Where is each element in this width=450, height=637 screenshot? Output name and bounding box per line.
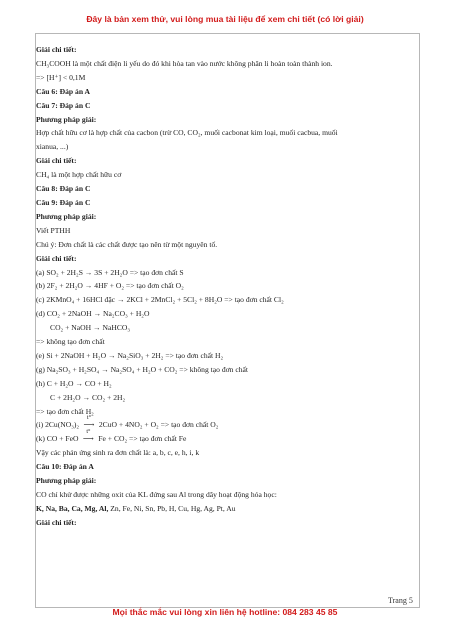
reaction-line: CO₂ + NaOH → NaHCO₃ <box>50 323 131 333</box>
reaction-line: (a) SO₂ + 2H₂S → 3S + 2H₂O => tạo đơn chất S <box>36 267 184 277</box>
page-number: Trang 5 <box>388 596 413 605</box>
reaction-line-heated <box>36 429 416 446</box>
question-answer: Câu 8: Đáp án C <box>36 184 91 194</box>
products: 2CuO + 4NO₂ + O₂ => tạo đơn chất O₂ <box>98 420 219 430</box>
text-line: CH₃COOH là một chất điện li yếu do đó khi hòa tan vào nước không phân li hoàn toàn thành ion. <box>36 58 333 68</box>
text-line: Hợp chất hữu cơ là hợp chất của cacbon (trừ CO, CO₂, muối cacbonat kim loại, muối cacbua, muối <box>36 128 338 138</box>
arrow-condition: t° <box>86 415 91 422</box>
products: Fe + CO₂ => tạo đơn chất Fe <box>98 434 187 444</box>
text-line: Chú ý: Đơn chất là các chất được tạo nên từ một nguyên tố. <box>36 239 218 249</box>
reaction-line: (g) Na₂SO₃ + H₂SO₄ → Na₂SO₄ + H₂O + CO₂ => không tạo đơn chất <box>36 364 248 374</box>
text-line: CO chỉ khử được những oxit của KL đứng sau Al trong dãy hoạt động hóa học: <box>36 490 277 499</box>
document-body <box>36 43 416 530</box>
heading-detail-solution: Giải chi tiết: <box>36 45 77 54</box>
question-answer: Câu 9: Đáp án C <box>36 197 91 207</box>
reaction-line: C + 2H₂O → CO₂ + 2H₂ <box>50 392 126 402</box>
heat-arrow-icon: t° ⟶ <box>80 432 96 446</box>
reactants: (i) 2Cu(NO₃)₂ <box>36 420 80 430</box>
activity-series-rest: Zn, Fe, Ni, Sn, Pb, H, Cu, Hg, Ag, Pt, Au <box>108 503 236 513</box>
text-line: xianua, ...) <box>36 142 69 152</box>
question-answer: Câu 6: Đáp án A <box>36 86 91 96</box>
heat-arrow-icon: t° ⟶ <box>81 418 97 432</box>
heading-method: Phương pháp giải: <box>36 114 97 124</box>
activity-series-bold: K, Na, Ba, Ca, Mg, Al, <box>36 503 109 513</box>
heading-detail-solution: Giải chi tiết: <box>36 156 77 166</box>
reaction-line: (h) C + H₂O → CO + H₂ <box>36 378 112 388</box>
reaction-line: (b) 2F₂ + 2H₂O → 4HF + O₂ => tạo đơn chất O₂ <box>36 281 184 291</box>
text-line: Viết PTHH <box>36 225 71 235</box>
text-line: Vậy các phản ứng sinh ra đơn chất là: a, b, c, e, h, i, k <box>36 448 200 458</box>
text-line: => không tạo đơn chất <box>36 337 105 347</box>
reaction-line: (c) 2KMnO₄ + 16HCl đặc → 2KCl + 2MnCl₂ + 5Cl₂ + 8H₂O => tạo đơn chất Cl₂ <box>36 295 284 305</box>
heading-method: Phương pháp giải: <box>36 211 97 221</box>
text-line: CH₄ là một hợp chất hữu cơ <box>36 170 122 180</box>
text-line: => [H⁺] < 0,1M <box>36 72 86 82</box>
preview-banner: Đây là bản xem thử, vui lòng mua tài liệu để xem chi tiết (có lời giải) <box>86 14 364 24</box>
heading-method: Phương pháp giải: <box>36 476 97 486</box>
activity-series <box>36 502 416 516</box>
heading-detail-solution: Giải chi tiết: <box>36 253 77 263</box>
question-answer: Câu 10: Đáp án A <box>36 462 94 472</box>
reactants: (k) CO + FeO <box>36 434 79 444</box>
reaction-line: (d) CO₂ + 2NaOH → Na₂CO₃ + H₂O <box>36 309 150 319</box>
heading-detail-solution: Giải chi tiết: <box>36 517 77 527</box>
hotline-footer: Mọi thắc mắc vui lòng xin liên hệ hotline: 084 283 45 85 <box>112 607 338 617</box>
text-line: => tạo đơn chất H₂ <box>36 406 94 416</box>
question-answer: Câu 7: Đáp án C <box>36 100 91 110</box>
arrow-condition: t° <box>86 429 91 436</box>
reaction-line: (e) Si + 2NaOH + H₂O → Na₂SiO₃ + 2H₂ => tạo đơn chất H₂ <box>36 350 224 360</box>
